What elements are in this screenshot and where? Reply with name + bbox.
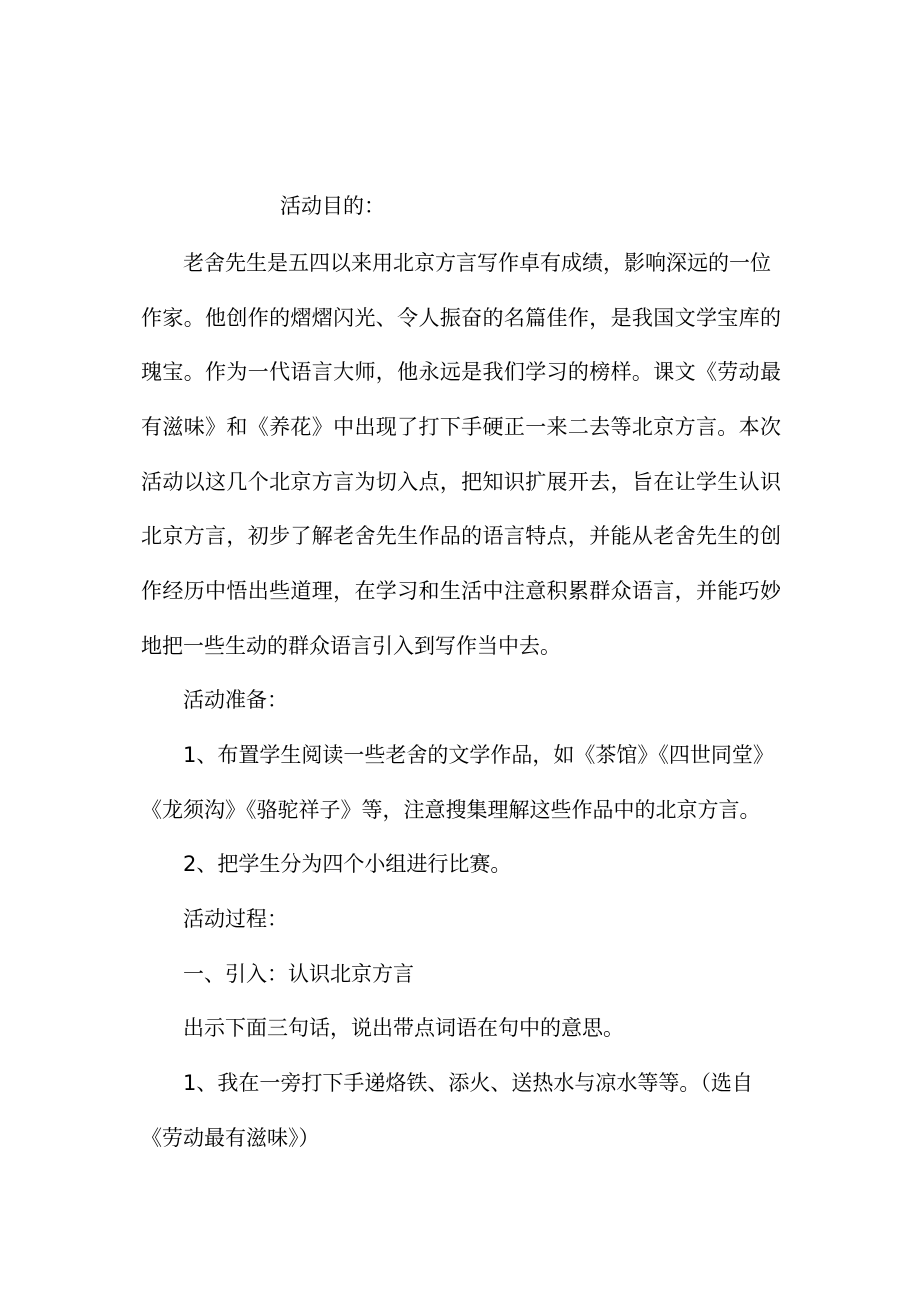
section-1-title: 一、引入：认识北京方言 <box>183 962 414 986</box>
intro-line-5: 活动以这几个北京方言为切入点，把知识扩展开去，旨在让学生认识 <box>141 470 781 494</box>
prep-item-1-line-2: 《龙须沟》《骆驼祥子》等，注意搜集理解这些作品中的北京方言。 <box>141 798 761 822</box>
heading-prep: 活动准备： <box>183 688 288 712</box>
prep-item-2: 2、把学生分为四个小组进行比赛。 <box>183 852 512 876</box>
intro-line-8: 地把一些生动的群众语言引入到写作当中去。 <box>141 634 561 658</box>
intro-line-1: 老舍先生是五四以来用北京方言写作卓有成绩，影响深远的一位 <box>183 251 771 275</box>
heading-purpose: 活动目的： <box>280 194 385 218</box>
intro-line-7: 作经历中悟出些道理，在学习和生活中注意积累群众语言，并能巧妙 <box>141 579 781 603</box>
heading-process: 活动过程： <box>183 907 288 931</box>
intro-line-2: 作家。他创作的熠熠闪光、令人振奋的名篇佳作，是我国文学宝库的 <box>141 306 781 330</box>
intro-line-4: 有滋味》和《养花》中出现了打下手硬正一来二去等北京方言。本次 <box>141 415 781 439</box>
instruction-text: 出示下面三句话，说出带点词语在句中的意思。 <box>183 1016 624 1040</box>
intro-line-3: 瑰宝。作为一代语言大师，他永远是我们学习的榜样。课文《劳动最 <box>141 360 781 384</box>
example-1-line-2: 《劳动最有滋味》） <box>141 1126 320 1150</box>
example-1-line-1: 1、我在一旁打下手递烙铁、添火、送热水与凉水等等。（选自 <box>183 1071 753 1095</box>
prep-item-1-line-1: 1、布置学生阅读一些老舍的文学作品，如《茶馆》《四世同堂》 <box>183 743 774 767</box>
intro-line-6: 北京方言，初步了解老舍先生作品的语言特点，并能从老舍先生的创 <box>141 524 781 548</box>
